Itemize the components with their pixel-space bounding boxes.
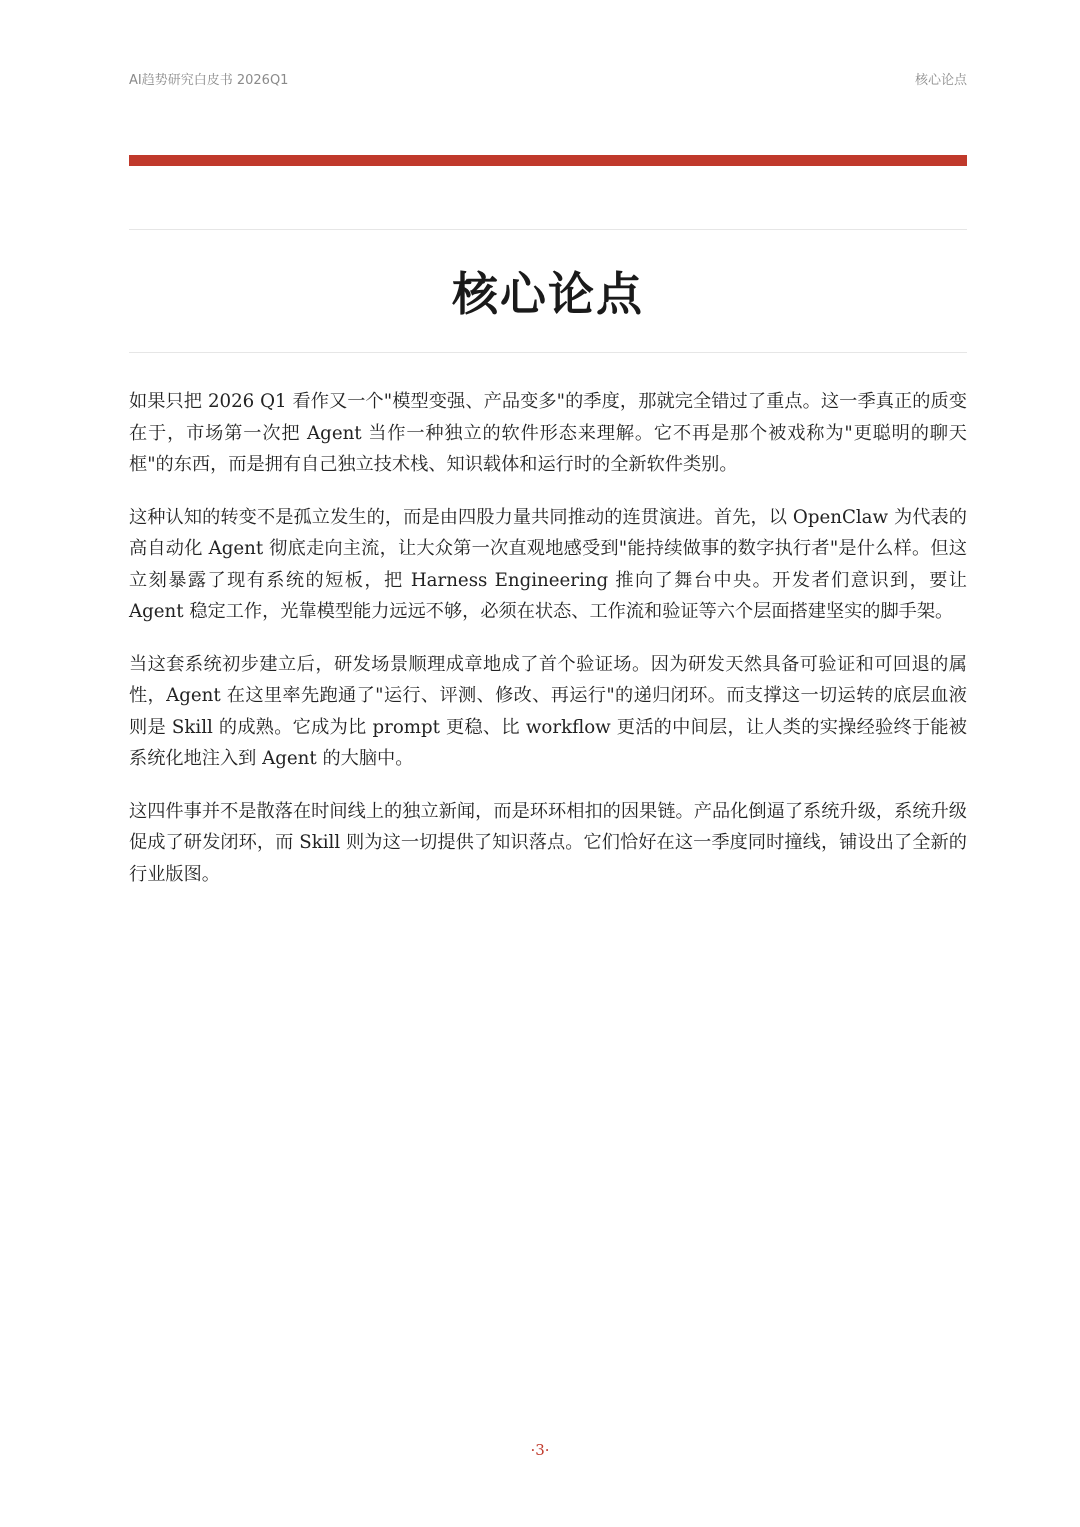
paragraph-3: 当这套系统初步建立后，研发场景顺理成章地成了首个验证场。因为研发天然具备可验证和可回退的属性，Agent 在这里率先跑通了"运行、评测、修改、再运行"的递归闭环。而支撑这一切运转的底层血液则是 Skill 的成熟。它成为比 prompt 更稳、比 workflow 更活的中间层，让人类的实操经验终于能被系统化地注入到 Agent 的大脑中。 [129,653,967,769]
paragraph-4: 这四件事并不是散落在时间线上的独立新闻，而是环环相扣的因果链。产品化倒逼了系统升级，系统升级促成了研发闭环，而 Skill 则为这一切提供了知识落点。它们恰好在这一季度同时撞线，铺设出了全新的行业版图。 [129,800,967,885]
header-document-title: AI趋势研究白皮书 2026Q1 [129,72,289,88]
accent-bar [129,155,967,166]
paragraph-2: 这种认知的转变不是孤立发生的，而是由四股力量共同推动的连贯演进。首先，以 OpenClaw 为代表的高自动化 Agent 彻底走向主流，让大众第一次直观地感受到"能持续做事的数字执行者"是什么样。但这立刻暴露了现有系统的短板，把 Harness Engineering 推向了舞台中央。开发者们意识到，要让 Agent 稳定工作，光靠模型能力远远不够，必须在状态、工作流和验证等六个层面搭建坚实的脚手架。 [129,506,967,622]
running-header [129,68,967,88]
paragraph-1: 如果只把 2026 Q1 看作又一个"模型变强、产品变多"的季度，那就完全错过了重点。这一季真正的质变在于，市场第一次把 Agent 当作一种独立的软件形态来理解。它不再是那个被戏称为"更聪明的聊天框"的东西，而是拥有自己独立技术栈、知识载体和运行时的全新软件类别。 [129,391,967,475]
page-number: ·3· [530,1441,550,1459]
body-text [129,386,967,911]
header-section-title: 核心论点 [914,72,967,88]
page-title: 核心论点 [452,267,644,321]
title-divider-top [129,229,967,230]
title-divider-bottom [129,352,967,353]
